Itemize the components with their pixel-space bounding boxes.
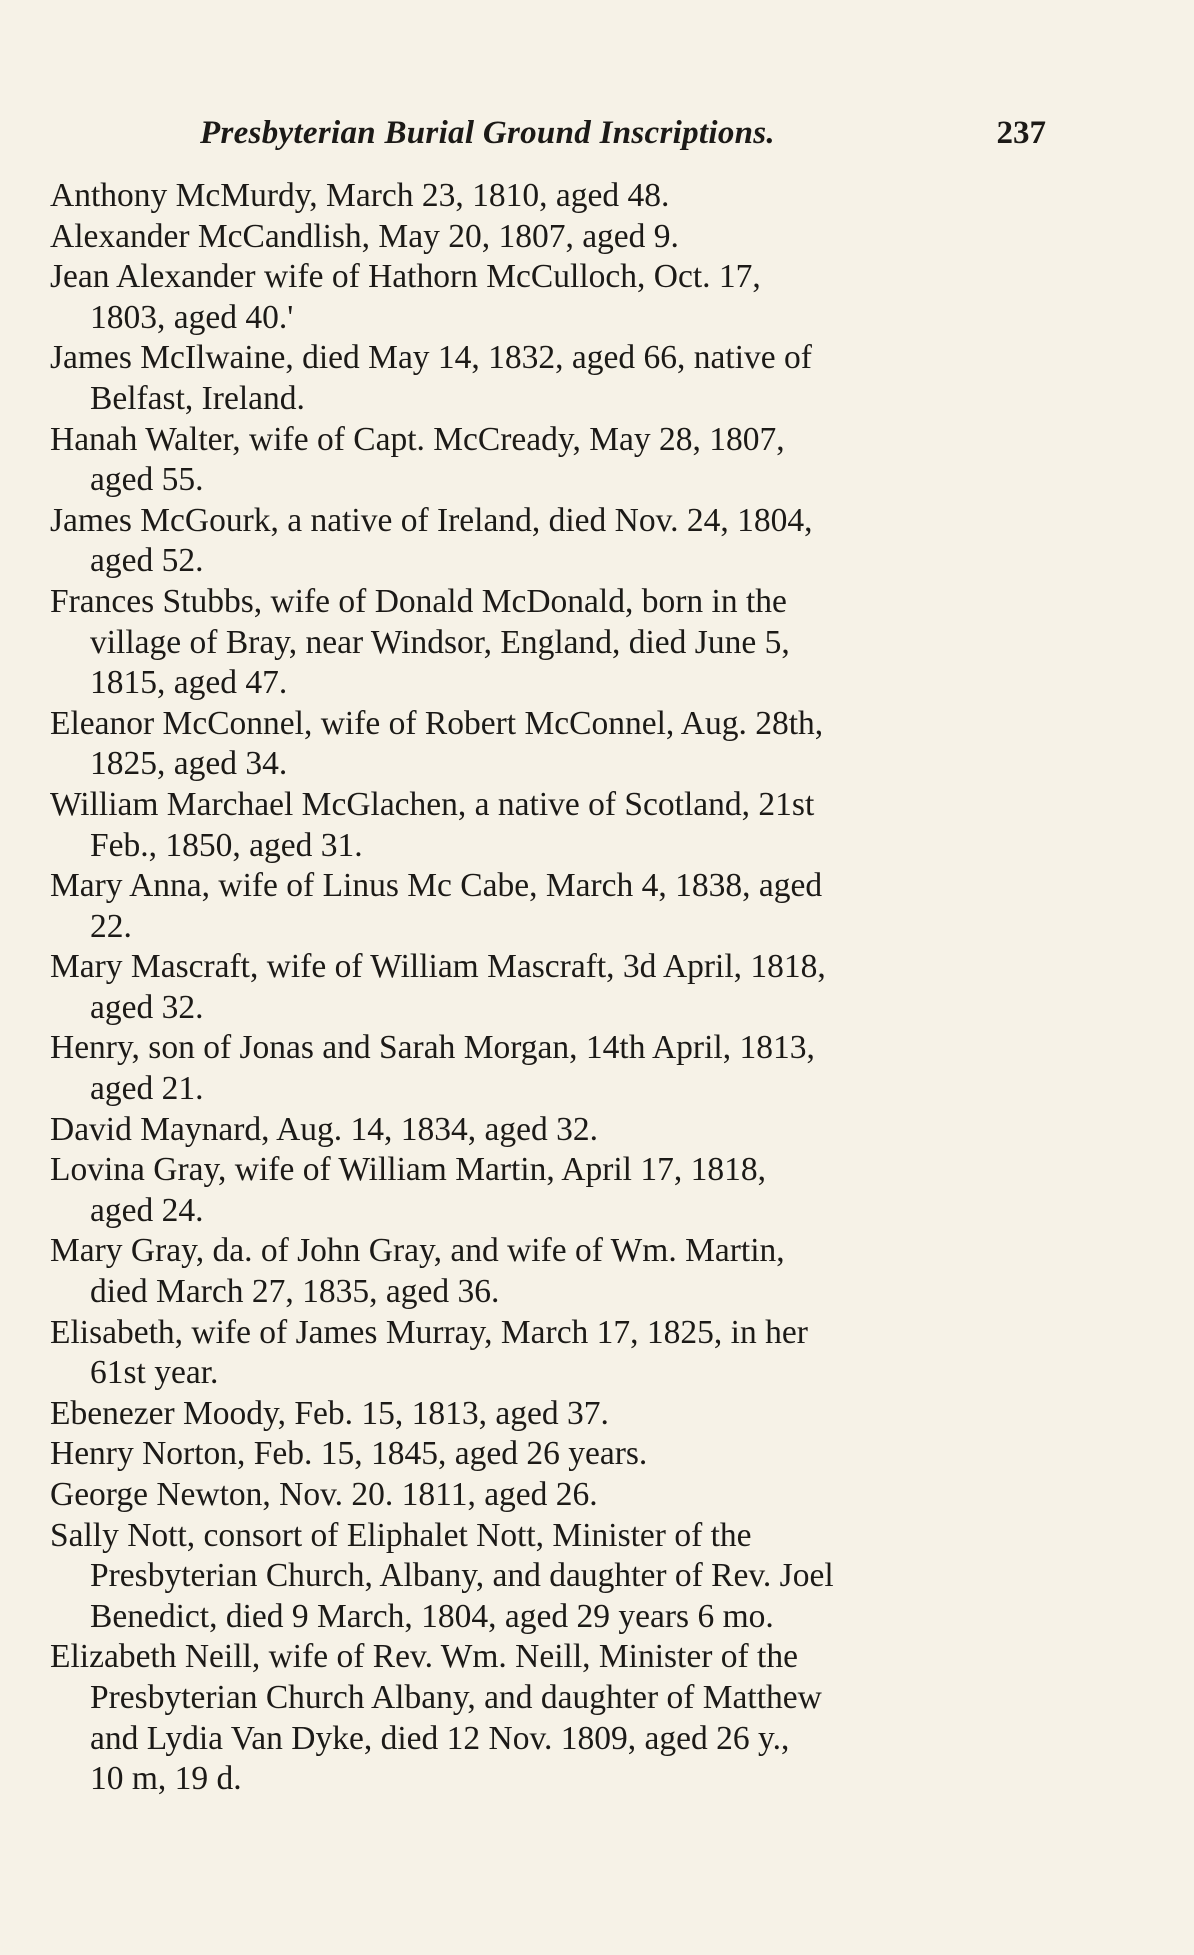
inscription-line: Ebenezer Moody, Feb. 15, 1813, aged 37. [50, 1394, 609, 1432]
inscription-line: Mary Mascraft, wife of William Mascraft, 3d April, 1818, [50, 948, 826, 986]
inscription-entry [50, 176, 1050, 217]
inscription-entry [50, 1516, 1050, 1638]
inscription-line: Eleanor McConnel, wife of Robert McConnel, Aug. 28th, [50, 704, 824, 742]
inscription-entry [50, 1150, 1050, 1231]
inscription-line: aged 21. [90, 1070, 204, 1108]
inscription-line: aged 55. [90, 461, 204, 499]
inscription-entry [50, 501, 1050, 582]
inscription-line: David Maynard, Aug. 14, 1834, aged 32. [50, 1110, 599, 1148]
inscription-line: William Marchael McGlachen, a native of Scotland, 21st [50, 785, 815, 823]
page-header [200, 108, 1046, 158]
inscription-line: 61st year. [90, 1354, 219, 1392]
inscription-line: and Lydia Van Dyke, died 12 Nov. 1809, aged 26 y., [90, 1719, 790, 1757]
inscription-entry [50, 338, 1050, 419]
inscription-entry [50, 257, 1050, 338]
inscription-line: Henry, son of Jonas and Sarah Morgan, 14th April, 1813, [50, 1029, 815, 1067]
inscription-list [50, 176, 1050, 1800]
inscription-entry [50, 420, 1050, 501]
inscription-entry [50, 866, 1050, 947]
inscription-line: Belfast, Ireland. [90, 379, 305, 417]
inscription-entry [50, 1028, 1050, 1109]
inscription-line: Elizabeth Neill, wife of Rev. Wm. Neill, Minister of the [50, 1638, 798, 1676]
inscription-entry [50, 582, 1050, 704]
inscription-line: aged 32. [90, 988, 204, 1026]
inscription-line: village of Bray, near Windsor, England, died June 5, [90, 623, 790, 661]
inscription-line: 10 m, 19 d. [90, 1760, 242, 1798]
inscription-line: Presbyterian Church, Albany, and daughter of Rev. Joel [90, 1557, 834, 1595]
running-title: Presbyterian Burial Ground Inscriptions. [200, 115, 775, 151]
inscription-line: Mary Gray, da. of John Gray, and wife of Wm. Martin, [50, 1232, 785, 1270]
inscription-line: Alexander McCandlish, May 20, 1807, aged 9. [50, 217, 679, 255]
inscription-line: aged 52. [90, 542, 204, 580]
page-number: 237 [996, 115, 1046, 151]
inscription-line: Presbyterian Church Albany, and daughter of Matthew [90, 1678, 822, 1716]
inscription-line: aged 24. [90, 1191, 204, 1229]
inscription-line: 22. [90, 907, 132, 945]
inscription-entry [50, 1110, 1050, 1151]
inscription-line: James McGourk, a native of Ireland, died Nov. 24, 1804, [50, 501, 813, 539]
inscription-line: Benedict, died 9 March, 1804, aged 29 years 6 mo. [90, 1597, 774, 1635]
inscription-line: Frances Stubbs, wife of Donald McDonald, born in the [50, 582, 787, 620]
inscription-line: 1825, aged 34. [90, 745, 288, 783]
inscription-line: George Newton, Nov. 20. 1811, aged 26. [50, 1476, 598, 1513]
inscription-line: Lovina Gray, wife of William Martin, April 17, 1818, [50, 1151, 766, 1189]
inscription-line: Jean Alexander wife of Hathorn McCulloch, Oct. 17, [50, 258, 761, 296]
inscription-line: Elisabeth, wife of James Murray, March 17, 1825, in her [50, 1313, 808, 1351]
inscription-entry [50, 1637, 1050, 1799]
inscription-line: Anthony McMurdy, March 23, 1810, aged 48. [50, 177, 670, 214]
inscription-line: James McIlwaine, died May 14, 1832, aged 66, native of [50, 339, 812, 377]
inscription-entry [50, 1475, 1050, 1516]
inscription-line: 1815, aged 47. [90, 664, 288, 702]
inscription-line: 1803, aged 40.' [90, 298, 294, 336]
inscription-entry [50, 217, 1050, 258]
inscription-entry [50, 1434, 1050, 1475]
inscription-line: Henry Norton, Feb. 15, 1845, aged 26 years. [50, 1435, 648, 1473]
inscription-entry [50, 947, 1050, 1028]
inscription-entry [50, 1394, 1050, 1435]
inscription-line: Mary Anna, wife of Linus Mc Cabe, March 4, 1838, aged [50, 867, 823, 905]
inscription-entry [50, 785, 1050, 866]
inscription-entry [50, 704, 1050, 785]
inscription-entry [50, 1231, 1050, 1312]
inscription-line: Feb., 1850, aged 31. [90, 826, 363, 864]
inscription-entry [50, 1313, 1050, 1394]
inscription-line: died March 27, 1835, aged 36. [90, 1273, 500, 1311]
inscription-line: Hanah Walter, wife of Capt. McCready, May 28, 1807, [50, 420, 785, 458]
inscription-line: Sally Nott, consort of Eliphalet Nott, Minister of the [50, 1516, 752, 1554]
